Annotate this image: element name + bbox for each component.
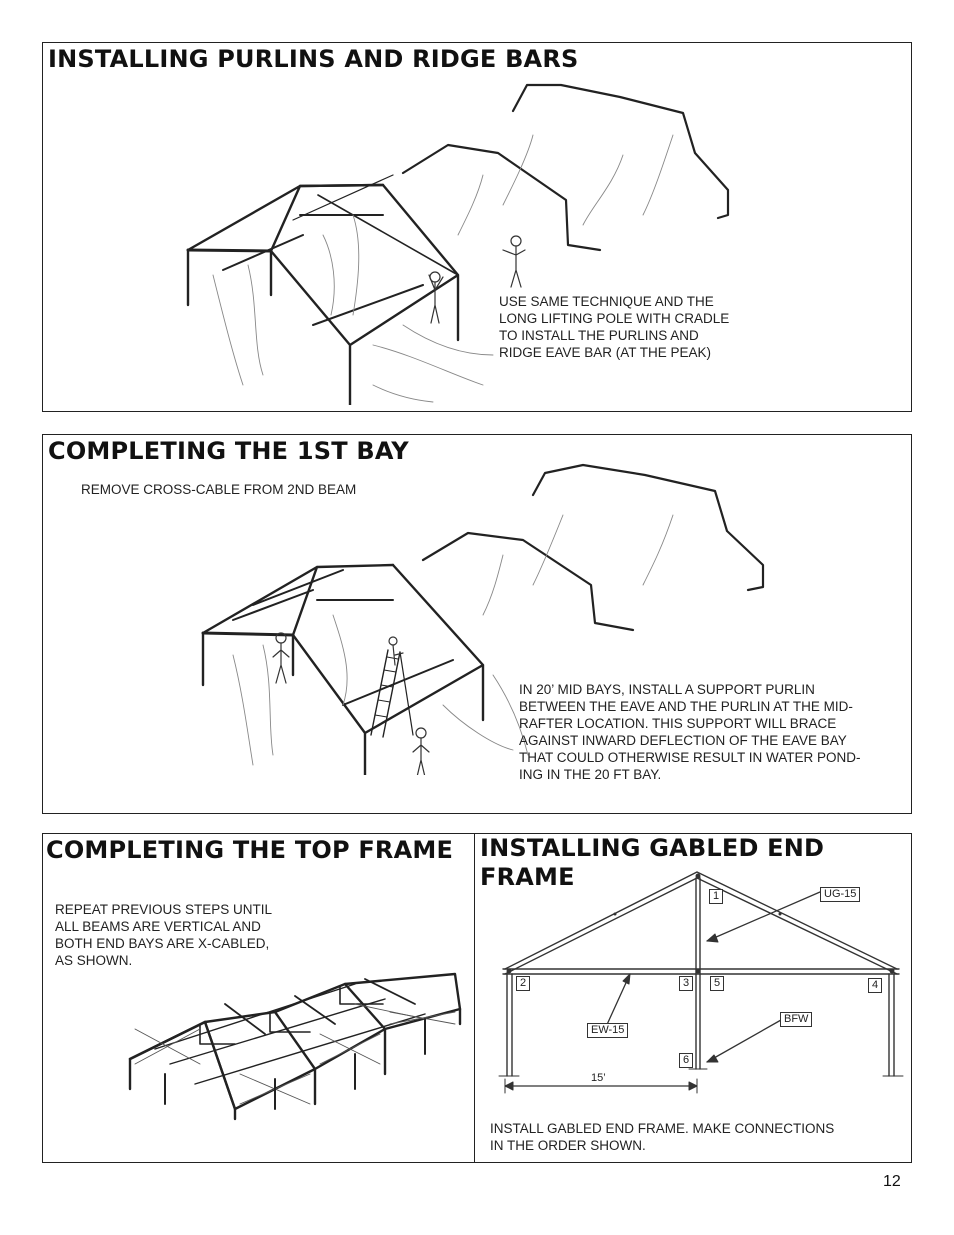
section-title: INSTALLING PURLINS AND RIDGE BARS [48,45,579,73]
instruction-note: INSTALL GABLED END FRAME. MAKE CONNECTIONS IN THE ORDER SHOWN. [490,1121,835,1153]
callout-number-5: 5 [710,976,724,991]
callout-bfw: BFW [780,1012,812,1027]
dimension-label: 15’ [591,1072,606,1084]
page-number: 12 [883,1173,901,1190]
section-title-line1: INSTALLING GABLED END [480,834,825,862]
instruction-note-top: REMOVE CROSS-CABLE FROM 2ND BEAM [81,482,357,497]
callout-ug-15: UG-15 [820,887,860,902]
section-installing-purlins [42,42,912,412]
instruction-note-bottom: IN 20’ MID BAYS, INSTALL A SUPPORT PURLIN BETWEEN THE EAVE AND THE PURLIN AT THE MID- RAFTER LOCATION. THIS SUPPORT WILL BRACE AGAINST INWARD DEFLECTION OF THE EAVE BAY THAT COULD OTHERWISE RESULT IN WATER POND- ING IN THE 20 FT BAY. [519,682,861,782]
instruction-note: USE SAME TECHNIQUE AND THE LONG LIFTING POLE WITH CRADLE TO INSTALL THE PURLINS AND RIDGE EAVE BAR (AT THE PEAK) [499,294,730,360]
callout-ew-15: EW-15 [587,1023,628,1038]
callout-number-1: 1 [709,889,723,904]
callout-number-2: 2 [516,976,530,991]
section-title: COMPLETING THE TOP FRAME [46,836,454,864]
callout-number-3: 3 [679,976,693,991]
section-title-line2: FRAME [480,863,575,891]
section-completing-1st-bay [42,434,912,814]
section-title: COMPLETING THE 1ST BAY [48,437,409,465]
section-completing-top-frame [42,833,475,1163]
instruction-note: REPEAT PREVIOUS STEPS UNTIL ALL BEAMS ARE VERTICAL AND BOTH END BAYS ARE X-CABLED, AS SHOWN. [55,902,273,968]
full-frame-illustration [125,924,470,1129]
callout-number-4: 4 [868,978,882,993]
section-installing-gabled-end-frame [474,833,912,1163]
callout-number-6: 6 [679,1053,693,1068]
